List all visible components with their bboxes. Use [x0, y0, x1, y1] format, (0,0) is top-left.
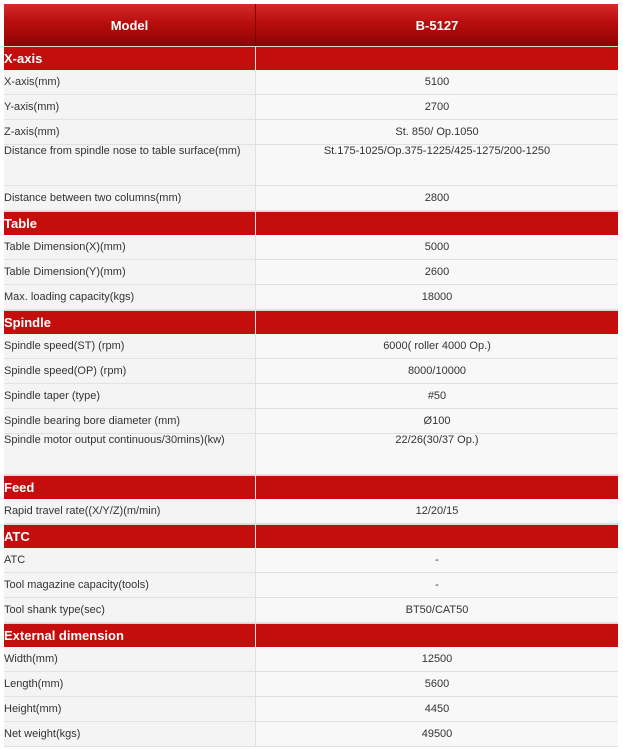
- section-title: Spindle: [4, 310, 256, 334]
- row-value: St.175-1025/Op.375-1225/425-1275/200-1250: [256, 145, 618, 186]
- row-value: #50: [256, 384, 618, 409]
- section-x-axis: [4, 46, 618, 70]
- row-label: Z-axis(mm): [4, 120, 256, 145]
- row-value: 4450: [256, 697, 618, 722]
- table-row: [4, 697, 618, 722]
- row-value: 22/26(30/37 Op.): [256, 434, 618, 475]
- row-value: 2700: [256, 95, 618, 120]
- row-label: Net weight(kgs): [4, 722, 256, 747]
- row-label: Distance from spindle nose to table surface(mm): [4, 145, 256, 186]
- row-value: -: [256, 548, 618, 573]
- spec-table: [4, 4, 618, 747]
- row-value: BT50/CAT50: [256, 598, 618, 623]
- row-label: Y-axis(mm): [4, 95, 256, 120]
- table-row: [4, 285, 618, 310]
- row-label: Rapid travel rate((X/Y/Z)(m/min): [4, 499, 256, 524]
- row-label: Tool shank type(sec): [4, 598, 256, 623]
- table-row: [4, 235, 618, 260]
- row-value: 12/20/15: [256, 499, 618, 524]
- table-row: [4, 359, 618, 384]
- section-title: External dimension: [4, 623, 256, 647]
- table-row: [4, 334, 618, 359]
- row-label: Tool magazine capacity(tools): [4, 573, 256, 598]
- row-value: St. 850/ Op.1050: [256, 120, 618, 145]
- row-value: Ø100: [256, 409, 618, 434]
- row-label: Length(mm): [4, 672, 256, 697]
- section-title: X-axis: [4, 46, 256, 70]
- row-label: Spindle motor output continuous/30mins)(kw): [4, 434, 256, 475]
- row-value: 5000: [256, 235, 618, 260]
- row-label: Distance between two columns(mm): [4, 186, 256, 211]
- table-row: [4, 573, 618, 598]
- row-value: 6000( roller 4000 Op.): [256, 334, 618, 359]
- section-feed: [4, 475, 618, 499]
- row-label: X-axis(mm): [4, 70, 256, 95]
- table-row: [4, 70, 618, 95]
- table-row: [4, 409, 618, 434]
- header-row: [4, 4, 618, 46]
- table-row: [4, 120, 618, 145]
- row-label: Spindle speed(ST) (rpm): [4, 334, 256, 359]
- row-label: ATC: [4, 548, 256, 573]
- section-table: [4, 211, 618, 235]
- row-value: 5100: [256, 70, 618, 95]
- row-value: 2600: [256, 260, 618, 285]
- section-title: ATC: [4, 524, 256, 548]
- table-row: [4, 598, 618, 623]
- table-row: [4, 95, 618, 120]
- header-model: Model: [4, 4, 256, 46]
- section-title: Table: [4, 211, 256, 235]
- table-row: [4, 548, 618, 573]
- table-row: [4, 672, 618, 697]
- table-row: [4, 434, 618, 475]
- row-value: 5600: [256, 672, 618, 697]
- row-value: 49500: [256, 722, 618, 747]
- row-value: 18000: [256, 285, 618, 310]
- section-spindle: [4, 310, 618, 334]
- row-label: Table Dimension(Y)(mm): [4, 260, 256, 285]
- row-value: -: [256, 573, 618, 598]
- section-title: Feed: [4, 475, 256, 499]
- row-value: 2800: [256, 186, 618, 211]
- header-model-value: B-5127: [256, 4, 618, 46]
- section-atc: [4, 524, 618, 548]
- section-external-dimension: [4, 623, 618, 647]
- row-label: Table Dimension(X)(mm): [4, 235, 256, 260]
- table-row: [4, 260, 618, 285]
- row-value: 8000/10000: [256, 359, 618, 384]
- table-row: [4, 647, 618, 672]
- row-label: Height(mm): [4, 697, 256, 722]
- row-label: Width(mm): [4, 647, 256, 672]
- row-label: Spindle bearing bore diameter (mm): [4, 409, 256, 434]
- row-label: Spindle speed(OP) (rpm): [4, 359, 256, 384]
- table-row: [4, 186, 618, 211]
- row-label: Max. loading capacity(kgs): [4, 285, 256, 310]
- table-row: [4, 145, 618, 186]
- row-label: Spindle taper (type): [4, 384, 256, 409]
- table-row: [4, 384, 618, 409]
- table-row: [4, 499, 618, 524]
- table-row: [4, 722, 618, 747]
- row-value: 12500: [256, 647, 618, 672]
